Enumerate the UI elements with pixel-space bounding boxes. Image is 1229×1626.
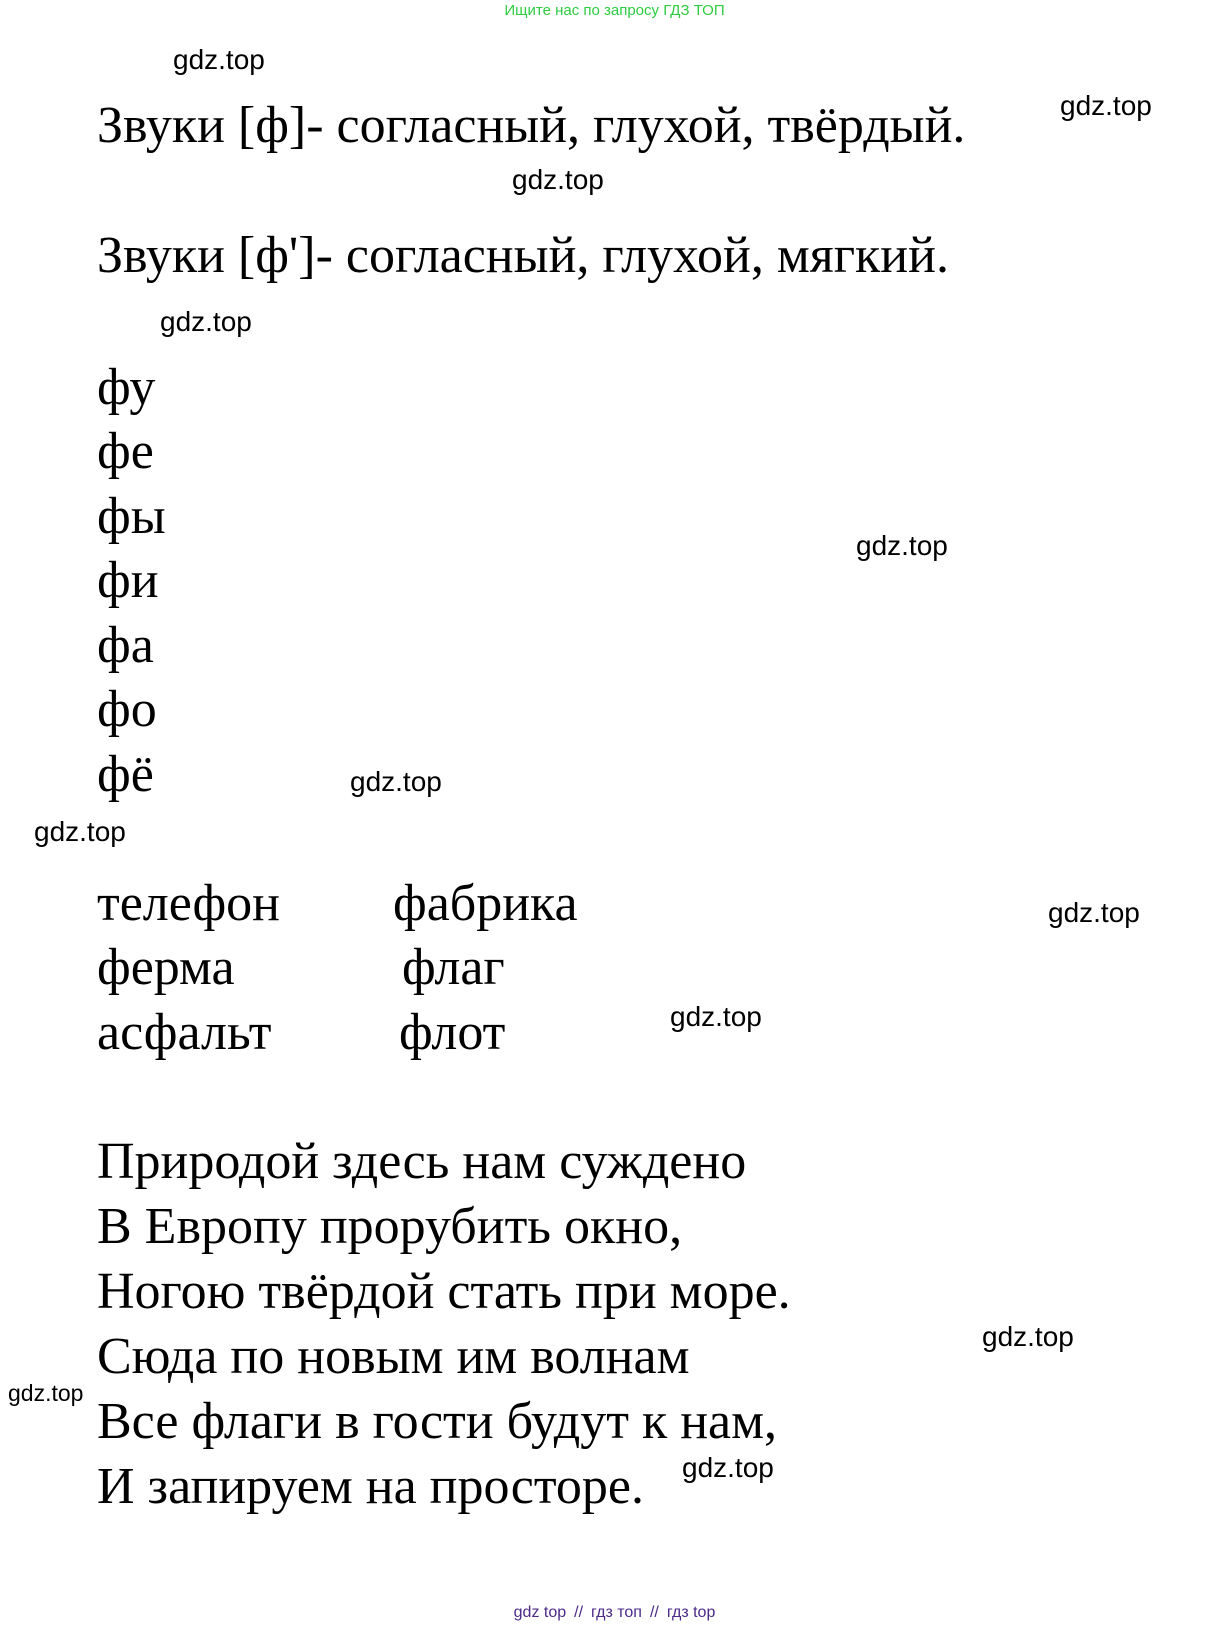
watermark: gdz.top (856, 530, 948, 561)
word-item: асфальт (97, 1004, 272, 1061)
poem-line: В Европу прорубить окно, (97, 1198, 683, 1255)
watermark: gdz.top (682, 1452, 774, 1483)
watermark: gdz.top (173, 44, 265, 75)
footer-link[interactable]: gdz top (513, 1604, 567, 1621)
footer-link[interactable]: гдз top (666, 1604, 716, 1621)
search-hint-header: Ищите нас по запросу ГДЗ ТОП (504, 2, 725, 19)
sound-hard-description: Звуки [ф]- согласный, глухой, твёрдый. (97, 97, 966, 154)
footer-separator: // (574, 1604, 584, 1621)
poem-line: Ногою твёрдой стать при море. (97, 1263, 791, 1320)
watermark: gdz.top (350, 766, 442, 797)
watermark: gdz.top (160, 306, 252, 337)
syllable-item: фы (97, 488, 166, 545)
poem-line: Сюда по новым им волнам (97, 1328, 690, 1385)
watermark: gdz.top (34, 816, 126, 847)
syllable-item: фё (97, 746, 154, 803)
word-item: фабрика (393, 875, 578, 932)
footer-links (0, 1604, 1229, 1622)
watermark: gdz.top (1060, 90, 1152, 121)
word-item: флот (399, 1004, 506, 1061)
watermark: gdz.top (512, 164, 604, 195)
poem-line: Все флаги в гости будут к нам, (97, 1393, 778, 1450)
footer-link[interactable]: гдз топ (591, 1604, 642, 1621)
poem-line: Природой здесь нам суждено (97, 1133, 747, 1190)
watermark: gdz.top (1048, 897, 1140, 928)
watermark: gdz.top (8, 1380, 84, 1406)
syllable-item: фо (97, 681, 157, 738)
syllable-item: фу (97, 359, 156, 416)
syllable-item: фи (97, 552, 159, 609)
watermark: gdz.top (670, 1001, 762, 1032)
syllable-item: фа (97, 617, 154, 674)
syllable-item: фе (97, 423, 154, 480)
word-item: ферма (97, 939, 235, 996)
word-item: телефон (97, 875, 280, 932)
footer-separator: // (649, 1604, 659, 1621)
sound-soft-description: Звуки [ф']- согласный, глухой, мягкий. (97, 227, 949, 284)
watermark: gdz.top (982, 1321, 1074, 1352)
poem-line: И запируем на просторе. (97, 1458, 644, 1515)
word-item: флаг (402, 939, 505, 996)
